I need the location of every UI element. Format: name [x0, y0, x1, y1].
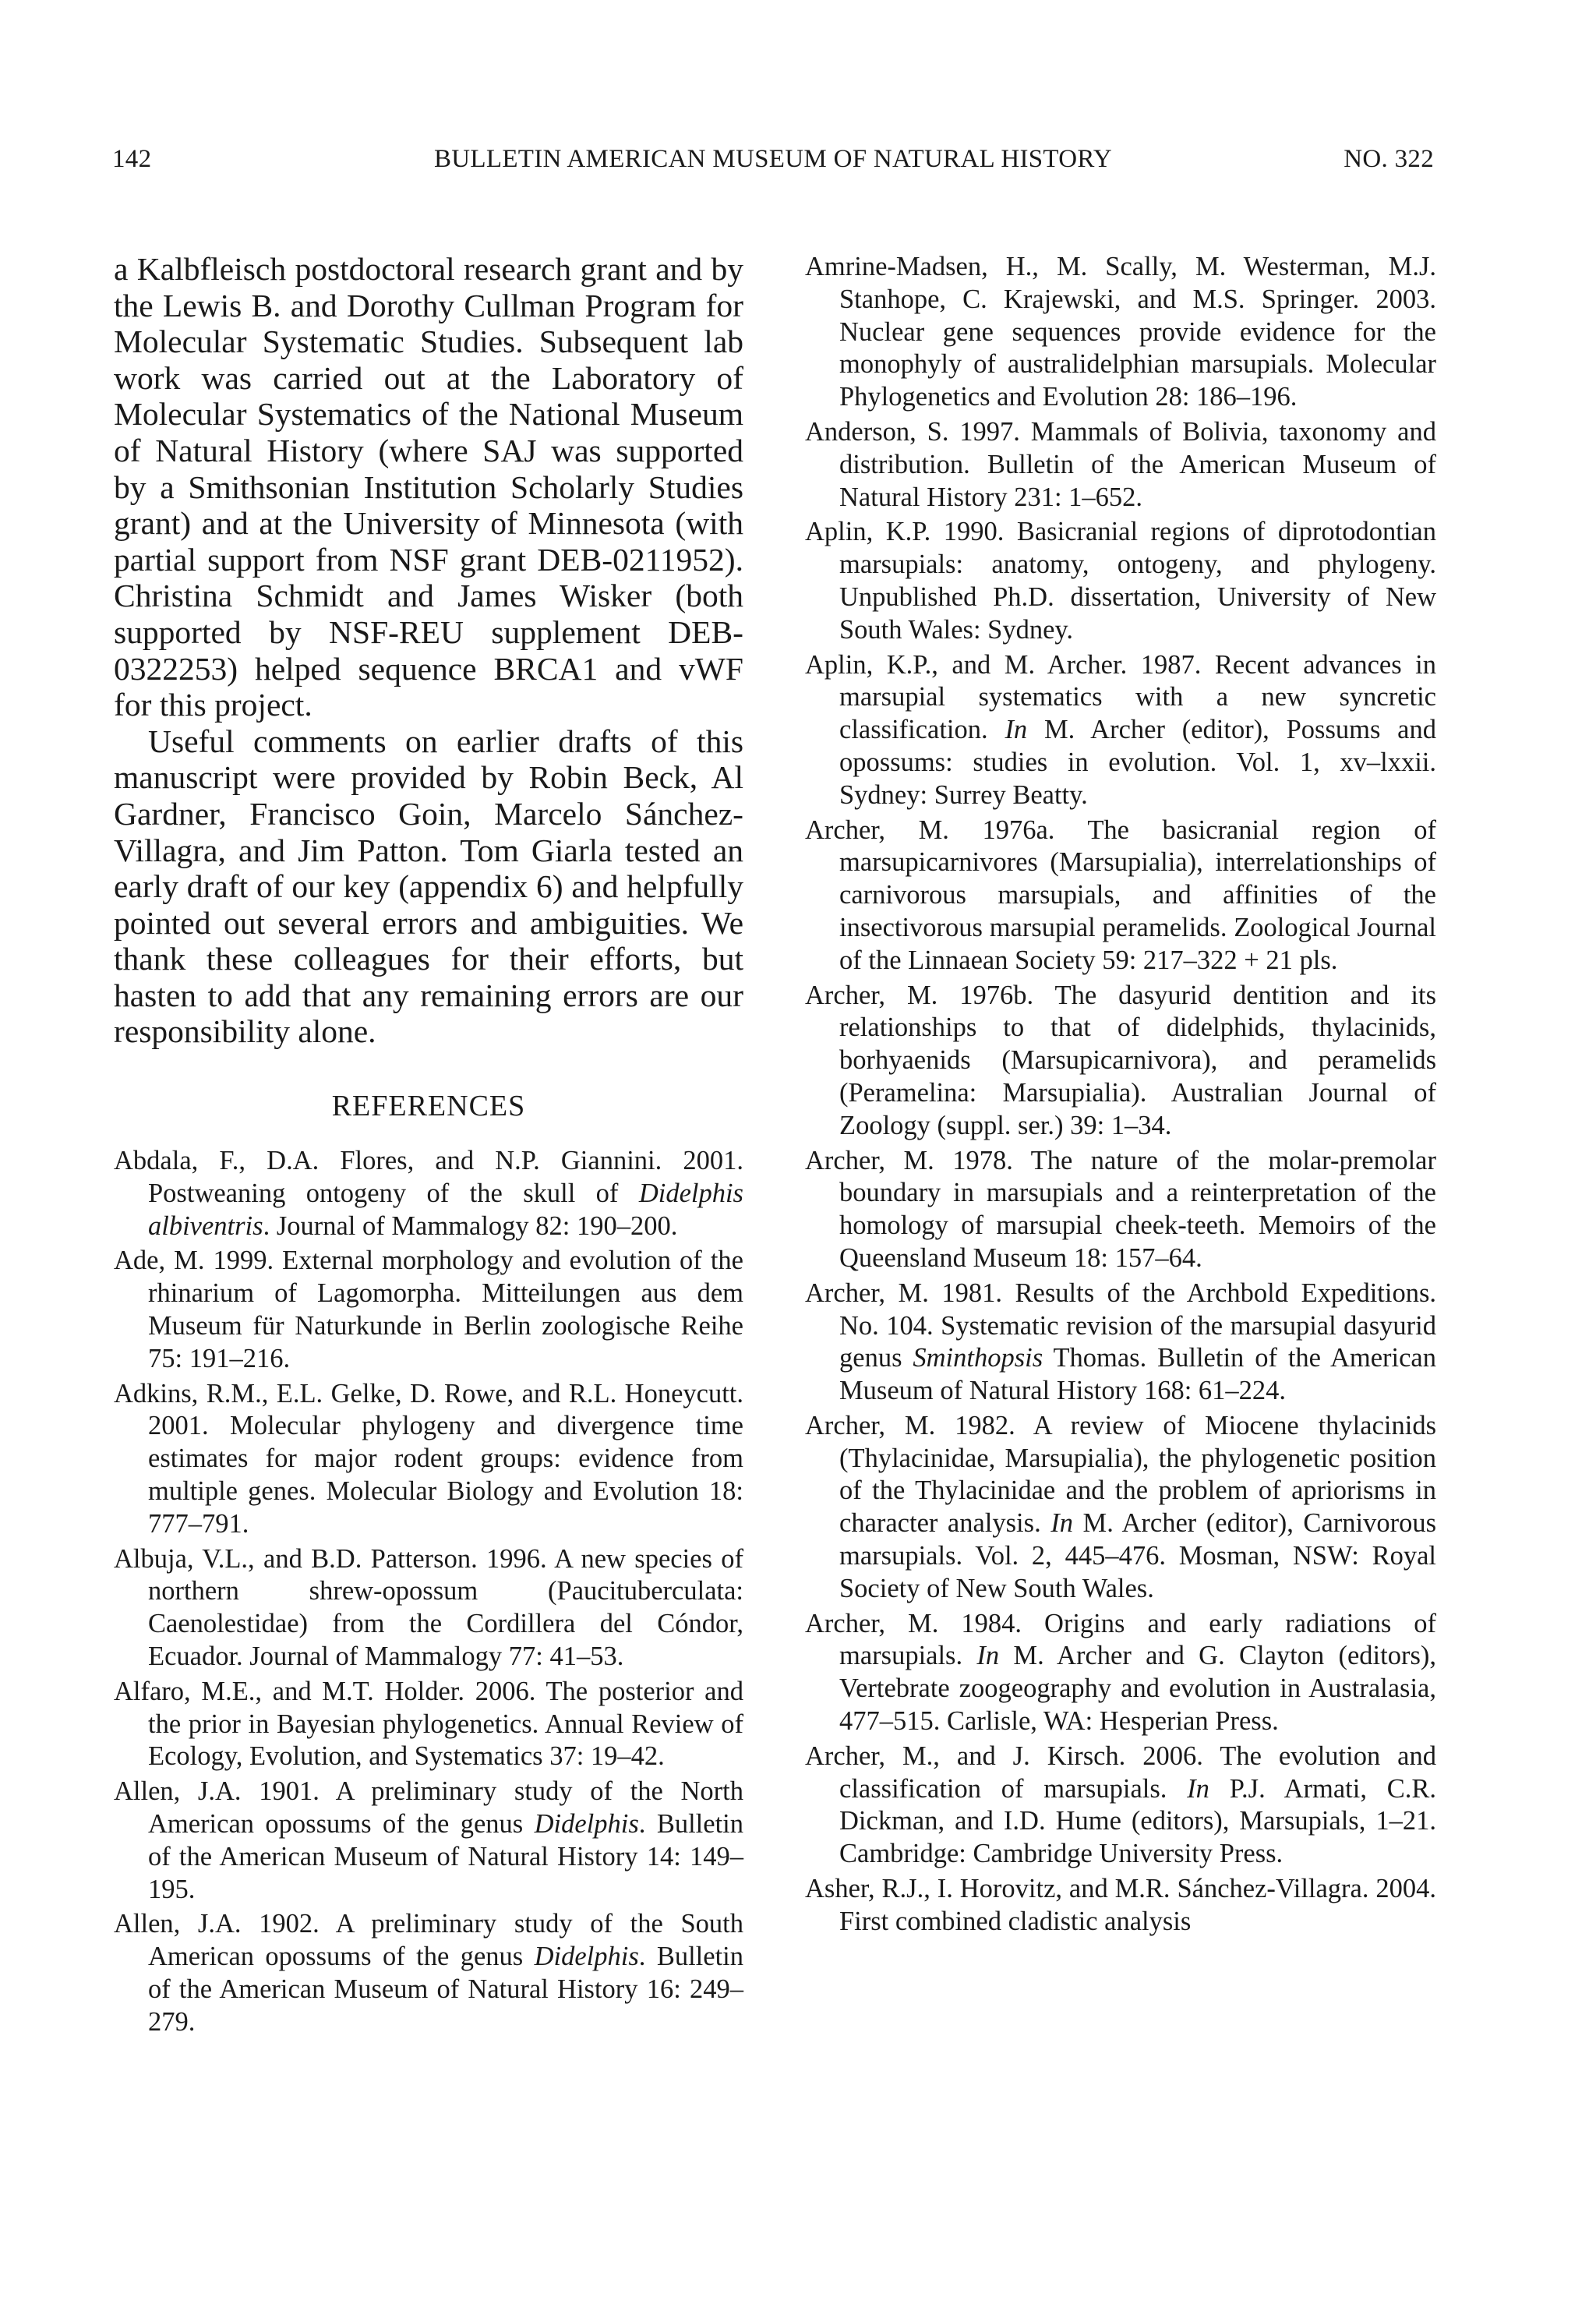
issue-number: NO. 322: [1344, 145, 1434, 173]
journal-title: BULLETIN AMERICAN MUSEUM OF NATURAL HISTORY: [433, 145, 1113, 173]
acknowledgments-paragraph: Useful comments on earlier drafts of this manuscript were provided by Robin Beck, Al Gardner, Francisco Goin, Marcelo Sánchez-Villagra, and Jim Patton. Tom Giarla tested an early draft of our key (appendix 6) and helpfully pointed out several errors and ambiguities. We thank these colleagues for their efforts, but hasten to add that any remaining errors are our responsibility alone.: [114, 723, 743, 1050]
reference-entry: Aplin, K.P., and M. Archer. 1987. Recent advances in marsupial systematics with a new syncretic classification. In M. Archer (editor), Possums and opossums: studies in evolution. Vol. 1, xv–lxxii. Sydney: Surrey Beatty.: [805, 649, 1436, 810]
reference-entry: Archer, M. 1976b. The dasyurid dentition and its relationships to that of didelphids, thylacinids, borhyaenids (Marsupicarnivora), and peramelids (Peramelina: Marsupialia). Australian Journal of Zoology (suppl. ser.) 39: 1–34.: [805, 980, 1436, 1140]
left-column: [114, 251, 743, 2041]
reference-entry: Archer, M. 1984. Origins and early radiations of marsupials. In M. Archer and G. Clayton (editors), Vertebrate zoogeography and evolution in Australasia, 477–515. Carlisle, WA: Hesperian Press.: [805, 1608, 1436, 1737]
references-list-right: [805, 251, 1436, 1939]
reference-entry: Archer, M. 1982. A review of Miocene thylacinids (Thylacinidae, Marsupialia), the phylogenetic position of the Thylacinidae and the problem of apriorisms in character analysis. In M. Archer (editor), Carnivorous marsupials. Vol. 2, 445–476. Mosman, NSW: Royal Society of New South Wales.: [805, 1410, 1436, 1603]
acknowledgments-text: [114, 251, 743, 1050]
right-column: [805, 251, 1436, 1941]
reference-entry: Abdala, F., D.A. Flores, and N.P. Giannini. 2001. Postweaning ontogeny of the skull of Didelphis albiventris. Journal of Mammalogy 82: 190–200.: [114, 1146, 743, 1241]
references-heading: REFERENCES: [331, 1090, 526, 1123]
running-head: [112, 145, 1434, 179]
reference-entry: Anderson, S. 1997. Mammals of Bolivia, taxonomy and distribution. Bulletin of the American Museum of Natural History 231: 1–652.: [805, 416, 1436, 512]
reference-entry: Archer, M. 1978. The nature of the molar-premolar boundary in marsupials and a reinterpretation of the homology of marsupial cheek-teeth. Memoirs of the Queensland Museum 18: 157–64.: [805, 1145, 1436, 1273]
acknowledgments-paragraph: a Kalbfleisch postdoctoral research grant and by the Lewis B. and Dorothy Cullman Program for Molecular Systematic Studies. Subsequent lab work was carried out at the Laboratory of Molecular Systematics of the National Museum of Natural History (where SAJ was supported by a Smithsonian Institution Scholarly Studies grant) and at the University of Minnesota (with partial support from NSF grant DEB-0211952). Christina Schmidt and James Wisker (both supported by NSF-REU supplement DEB-0322253) helped sequence BRCA1 and vWF for this project.: [114, 251, 743, 723]
reference-entry: Archer, M., and J. Kirsch. 2006. The evolution and classification of marsupials. In P.J. Armati, C.R. Dickman, and I.D. Hume (editors), Marsupials, 1–21. Cambridge: Cambridge University Press.: [805, 1741, 1436, 1869]
page-number: 142: [112, 145, 152, 173]
reference-entry: Allen, J.A. 1902. A preliminary study of the South American opossums of the genus Didelphis. Bulletin of the American Museum of Natural History 16: 249–279.: [114, 1909, 743, 2037]
reference-entry: Asher, R.J., I. Horovitz, and M.R. Sánchez-Villagra. 2004. First combined cladistic analysis: [805, 1874, 1436, 1936]
reference-entry: Alfaro, M.E., and M.T. Holder. 2006. The posterior and the prior in Bayesian phylogenetics. Annual Review of Ecology, Evolution, and Systematics 37: 19–42.: [114, 1676, 743, 1772]
reference-entry: Albuja, V.L., and B.D. Patterson. 1996. A new species of northern shrew-opossum (Paucituberculata: Caenolestidae) from the Cordillera del Cóndor, Ecuador. Journal of Mammalogy 77: 41–53.: [114, 1543, 743, 1672]
references-list-left: [114, 1145, 743, 2039]
reference-entry: Ade, M. 1999. External morphology and evolution of the rhinarium of Lagomorpha. Mitteilungen aus dem Museum für Naturkunde in Berlin zoologische Reihe 75: 191–216.: [114, 1246, 743, 1373]
reference-entry: Aplin, K.P. 1990. Basicranial regions of diprotodontian marsupials: anatomy, ontogeny, and phylogeny. Unpublished Ph.D. dissertation, University of New South Wales: Sydney.: [805, 517, 1436, 645]
reference-entry: Adkins, R.M., E.L. Gelke, D. Rowe, and R.L. Honeycutt. 2001. Molecular phylogeny and divergence time estimates for major rodent groups: evidence from multiple genes. Molecular Biology and Evolution 18: 777–791.: [114, 1378, 743, 1539]
reference-entry: Amrine-Madsen, H., M. Scally, M. Westerman, M.J. Stanhope, C. Krajewski, and M.S. Springer. 2003. Nuclear gene sequences provide evidence for the monophyly of australidelphian marsupials. Molecular Phylogenetics and Evolution 28: 186–196.: [805, 252, 1436, 412]
reference-entry: Archer, M. 1981. Results of the Archbold Expeditions. No. 104. Systematic revision of the marsupial dasyurid genus Sminthopsis Thomas. Bulletin of the American Museum of Natural History 168: 61–224.: [805, 1278, 1436, 1406]
reference-entry: Archer, M. 1976a. The basicranial region of marsupicarnivores (Marsupialia), interrelationships of carnivorous marsupials, and affinities of the insectivorous marsupial peramelids. Zoological Journal of the Linnaean Society 59: 217–322 + 21 pls.: [805, 815, 1436, 975]
reference-entry: Allen, J.A. 1901. A preliminary study of the North American opossums of the genus Didelphis. Bulletin of the American Museum of Natural History 14: 149–195.: [114, 1776, 743, 1904]
